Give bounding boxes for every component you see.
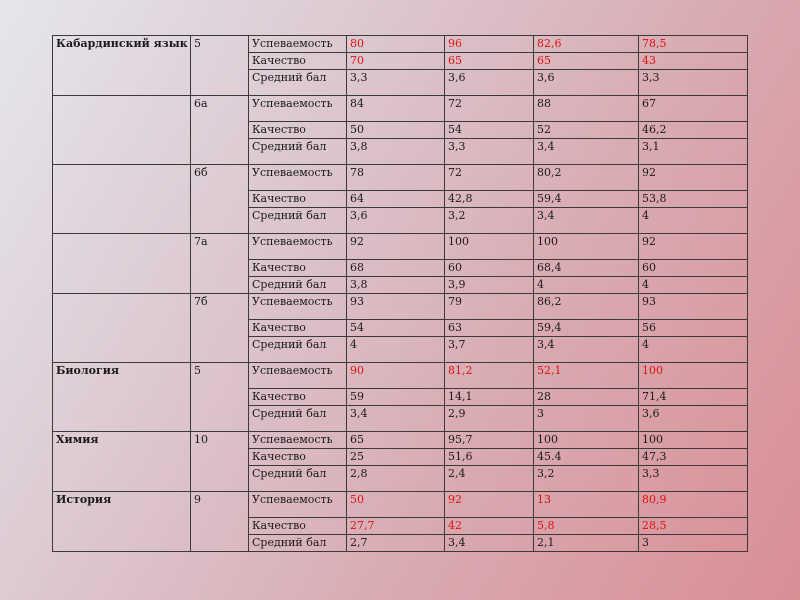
metric-cell: Успеваемость	[249, 294, 347, 320]
value-cell: 65	[347, 432, 445, 449]
table-row	[53, 432, 748, 449]
value-cell: 80,2	[534, 165, 639, 191]
value-cell: 3,3	[347, 70, 445, 96]
value-cell: 100	[534, 432, 639, 449]
metric-cell: Успеваемость	[249, 165, 347, 191]
metric-cell: Успеваемость	[249, 363, 347, 389]
value-cell: 42	[445, 518, 534, 535]
value-cell: 3	[534, 406, 639, 432]
value-cell: 71,4	[639, 389, 748, 406]
value-cell: 2,8	[347, 466, 445, 492]
value-cell: 54	[347, 320, 445, 337]
class-cell: 5	[191, 363, 249, 432]
value-cell: 3,2	[534, 466, 639, 492]
metric-cell: Средний бал	[249, 535, 347, 552]
value-cell: 79	[445, 294, 534, 320]
grades-table	[52, 35, 748, 552]
class-cell: 9	[191, 492, 249, 552]
value-cell: 96	[445, 36, 534, 53]
value-cell: 3,7	[445, 337, 534, 363]
value-cell: 4	[639, 337, 748, 363]
table-row	[53, 492, 748, 518]
value-cell: 92	[347, 234, 445, 260]
table-row	[53, 234, 748, 260]
value-cell: 3,8	[347, 139, 445, 165]
value-cell: 100	[639, 363, 748, 389]
value-cell: 3,2	[445, 208, 534, 234]
value-cell: 65	[445, 53, 534, 70]
value-cell: 3,3	[639, 466, 748, 492]
value-cell: 3,6	[445, 70, 534, 96]
value-cell: 100	[445, 234, 534, 260]
metric-cell: Успеваемость	[249, 96, 347, 122]
class-cell: 6а	[191, 96, 249, 165]
value-cell: 28	[534, 389, 639, 406]
value-cell: 72	[445, 96, 534, 122]
value-cell: 68	[347, 260, 445, 277]
value-cell: 53,8	[639, 191, 748, 208]
table-row	[53, 294, 748, 320]
value-cell: 84	[347, 96, 445, 122]
value-cell: 25	[347, 449, 445, 466]
value-cell: 4	[639, 277, 748, 294]
class-cell: 5	[191, 36, 249, 96]
subject-cell	[53, 234, 191, 294]
value-cell: 51,6	[445, 449, 534, 466]
value-cell: 2,9	[445, 406, 534, 432]
value-cell: 95,7	[445, 432, 534, 449]
value-cell: 52	[534, 122, 639, 139]
table-row	[53, 96, 748, 122]
table-row	[53, 165, 748, 191]
value-cell: 88	[534, 96, 639, 122]
metric-cell: Качество	[249, 53, 347, 70]
value-cell: 54	[445, 122, 534, 139]
value-cell: 13	[534, 492, 639, 518]
value-cell: 3,4	[534, 208, 639, 234]
value-cell: 47,3	[639, 449, 748, 466]
metric-cell: Средний бал	[249, 70, 347, 96]
value-cell: 28,5	[639, 518, 748, 535]
metric-cell: Средний бал	[249, 337, 347, 363]
metric-cell: Успеваемость	[249, 492, 347, 518]
value-cell: 50	[347, 492, 445, 518]
value-cell: 100	[534, 234, 639, 260]
value-cell: 59,4	[534, 320, 639, 337]
value-cell: 2,7	[347, 535, 445, 552]
metric-cell: Качество	[249, 320, 347, 337]
value-cell: 3,6	[347, 208, 445, 234]
subject-cell	[53, 294, 191, 363]
metric-cell: Средний бал	[249, 466, 347, 492]
class-cell: 10	[191, 432, 249, 492]
value-cell: 43	[639, 53, 748, 70]
value-cell: 59	[347, 389, 445, 406]
metric-cell: Качество	[249, 449, 347, 466]
value-cell: 78	[347, 165, 445, 191]
value-cell: 72	[445, 165, 534, 191]
value-cell: 14,1	[445, 389, 534, 406]
value-cell: 60	[639, 260, 748, 277]
value-cell: 3,1	[639, 139, 748, 165]
value-cell: 67	[639, 96, 748, 122]
value-cell: 93	[347, 294, 445, 320]
value-cell: 90	[347, 363, 445, 389]
value-cell: 5,8	[534, 518, 639, 535]
subject-cell: История	[53, 492, 191, 552]
value-cell: 4	[639, 208, 748, 234]
value-cell: 68,4	[534, 260, 639, 277]
value-cell: 3,3	[445, 139, 534, 165]
value-cell: 3,4	[534, 337, 639, 363]
value-cell: 92	[639, 165, 748, 191]
value-cell: 3,8	[347, 277, 445, 294]
value-cell: 65	[534, 53, 639, 70]
metric-cell: Средний бал	[249, 208, 347, 234]
metric-cell: Качество	[249, 260, 347, 277]
subject-cell: Химия	[53, 432, 191, 492]
value-cell: 92	[639, 234, 748, 260]
value-cell: 59,4	[534, 191, 639, 208]
value-cell: 42,8	[445, 191, 534, 208]
metric-cell: Качество	[249, 122, 347, 139]
value-cell: 80	[347, 36, 445, 53]
value-cell: 2,4	[445, 466, 534, 492]
value-cell: 50	[347, 122, 445, 139]
metric-cell: Успеваемость	[249, 234, 347, 260]
metric-cell: Успеваемость	[249, 432, 347, 449]
value-cell: 82,6	[534, 36, 639, 53]
value-cell: 3	[639, 535, 748, 552]
value-cell: 45.4	[534, 449, 639, 466]
value-cell: 3,4	[534, 139, 639, 165]
value-cell: 64	[347, 191, 445, 208]
value-cell: 86,2	[534, 294, 639, 320]
value-cell: 63	[445, 320, 534, 337]
value-cell: 92	[445, 492, 534, 518]
value-cell: 93	[639, 294, 748, 320]
metric-cell: Средний бал	[249, 277, 347, 294]
value-cell: 3,6	[639, 406, 748, 432]
value-cell: 78,5	[639, 36, 748, 53]
subject-cell: Кабардинский язык	[53, 36, 191, 96]
metric-cell: Качество	[249, 191, 347, 208]
value-cell: 100	[639, 432, 748, 449]
subject-cell: Биология	[53, 363, 191, 432]
subject-cell	[53, 165, 191, 234]
class-cell: 7б	[191, 294, 249, 363]
value-cell: 52,1	[534, 363, 639, 389]
class-cell: 7а	[191, 234, 249, 294]
value-cell: 3,3	[639, 70, 748, 96]
value-cell: 81,2	[445, 363, 534, 389]
value-cell: 60	[445, 260, 534, 277]
metric-cell: Успеваемость	[249, 36, 347, 53]
table-row	[53, 363, 748, 389]
subject-cell	[53, 96, 191, 165]
table-row	[53, 36, 748, 53]
value-cell: 3,9	[445, 277, 534, 294]
value-cell: 70	[347, 53, 445, 70]
metric-cell: Средний бал	[249, 406, 347, 432]
value-cell: 2,1	[534, 535, 639, 552]
value-cell: 3,6	[534, 70, 639, 96]
value-cell: 4	[534, 277, 639, 294]
value-cell: 3,4	[347, 406, 445, 432]
value-cell: 56	[639, 320, 748, 337]
value-cell: 4	[347, 337, 445, 363]
value-cell: 46,2	[639, 122, 748, 139]
value-cell: 3,4	[445, 535, 534, 552]
metric-cell: Средний бал	[249, 139, 347, 165]
value-cell: 27,7	[347, 518, 445, 535]
metric-cell: Качество	[249, 389, 347, 406]
class-cell: 6б	[191, 165, 249, 234]
metric-cell: Качество	[249, 518, 347, 535]
value-cell: 80,9	[639, 492, 748, 518]
